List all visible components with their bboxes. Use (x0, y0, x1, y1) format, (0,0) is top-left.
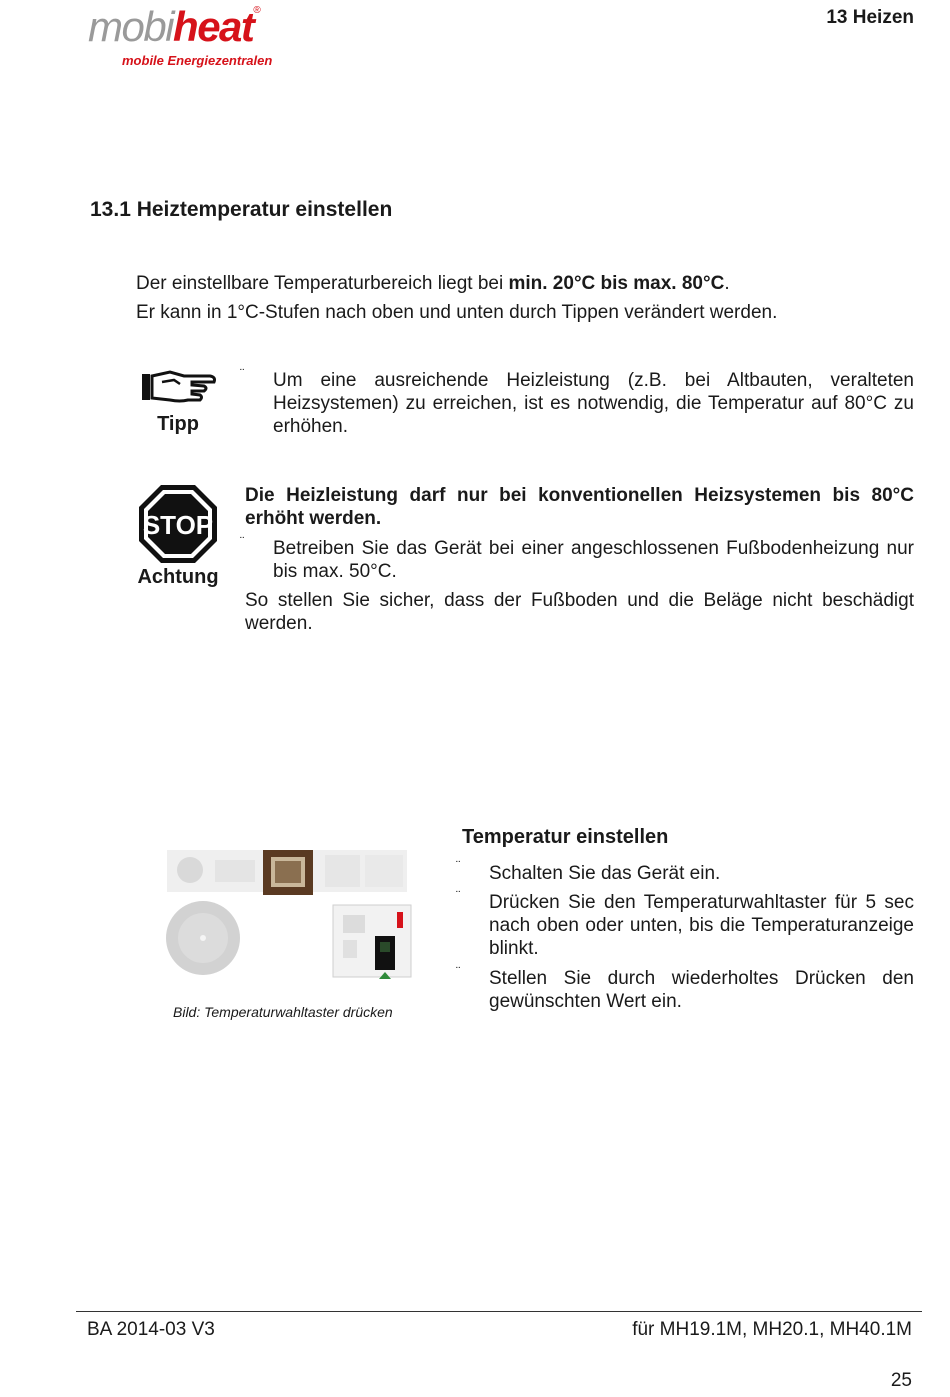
intro-paragraph (136, 272, 916, 324)
logo-tagline: mobile Energiezentralen (122, 53, 273, 68)
intro-line-1-text: Der einstellbare Temperaturbereich liegt bei (136, 273, 509, 294)
warning-label: Achtung (137, 566, 219, 588)
warning-bold-text: Die Heizleistung darf nur bei konventionellen Heizsystemen bis 80°C erhöht werden. (245, 485, 914, 529)
footer-divider (76, 1311, 922, 1312)
tip-bullet: ¨ (240, 366, 245, 381)
step-1-text: Schalten Sie das Gerät ein. (489, 863, 721, 884)
footer-document-version: BA 2014-03 V3 (87, 1319, 215, 1340)
logo-text-mobi: mobi (88, 3, 174, 50)
figure-caption: Bild: Temperaturwahltaster drücken (173, 1004, 393, 1020)
step-2-text: Drücken Sie den Temperaturwahltaster für 5 sec nach oben oder unten, bis die Temperaturanzeige blinkt. (489, 892, 914, 959)
warning-closing-text: So stellen Sie sicher, dass der Fußboden und die Beläge nicht beschädigt werden. (245, 590, 914, 634)
tip-text: Um eine ausreichende Heizleistung (z.B. bei Altbauten, veralteten Heizsystemen) zu erreichen, ist es notwendig, die Temperatur auf 80°C zu erhöhen. (273, 370, 914, 437)
warning-bullet-text: Betreiben Sie das Gerät bei einer angeschlossenen Fußbodenheizung nur bis max. 50°C. (273, 538, 914, 582)
intro-line-1 (136, 272, 916, 295)
step-3-bullet: ¨ (456, 964, 461, 979)
steps-title: Temperatur einstellen (462, 826, 669, 848)
chapter-title: 13 Heizen (826, 7, 914, 28)
intro-line-2: Er kann in 1°C-Stufen nach oben und unten durch Tippen verändert werden. (136, 302, 778, 323)
stop-sign-icon (138, 484, 218, 564)
step-2-bullet: ¨ (456, 888, 461, 903)
logo-text-heat: heat (173, 3, 254, 50)
temperature-range: min. 20°C bis max. 80°C (508, 273, 725, 294)
stop-sign-text: STOP (142, 510, 214, 540)
warning-bullet: ¨ (240, 534, 245, 549)
section-title: 13.1 Heiztemperatur einstellen (90, 198, 393, 221)
step-3-text: Stellen Sie durch wiederholtes Drücken den gewünschten Wert ein. (489, 968, 914, 1012)
logo-registered-mark: ® (253, 5, 260, 16)
pointing-hand-icon (140, 368, 220, 410)
page-number: 25 (890, 1370, 912, 1391)
control-panel-photo (165, 840, 415, 1000)
intro-line-1-end: . (724, 273, 730, 294)
tip-label: Tipp (157, 413, 199, 435)
step-1-bullet: ¨ (456, 858, 461, 873)
footer-models: für MH19.1M, MH20.1, MH40.1M (632, 1319, 912, 1340)
brand-logo (88, 3, 260, 50)
